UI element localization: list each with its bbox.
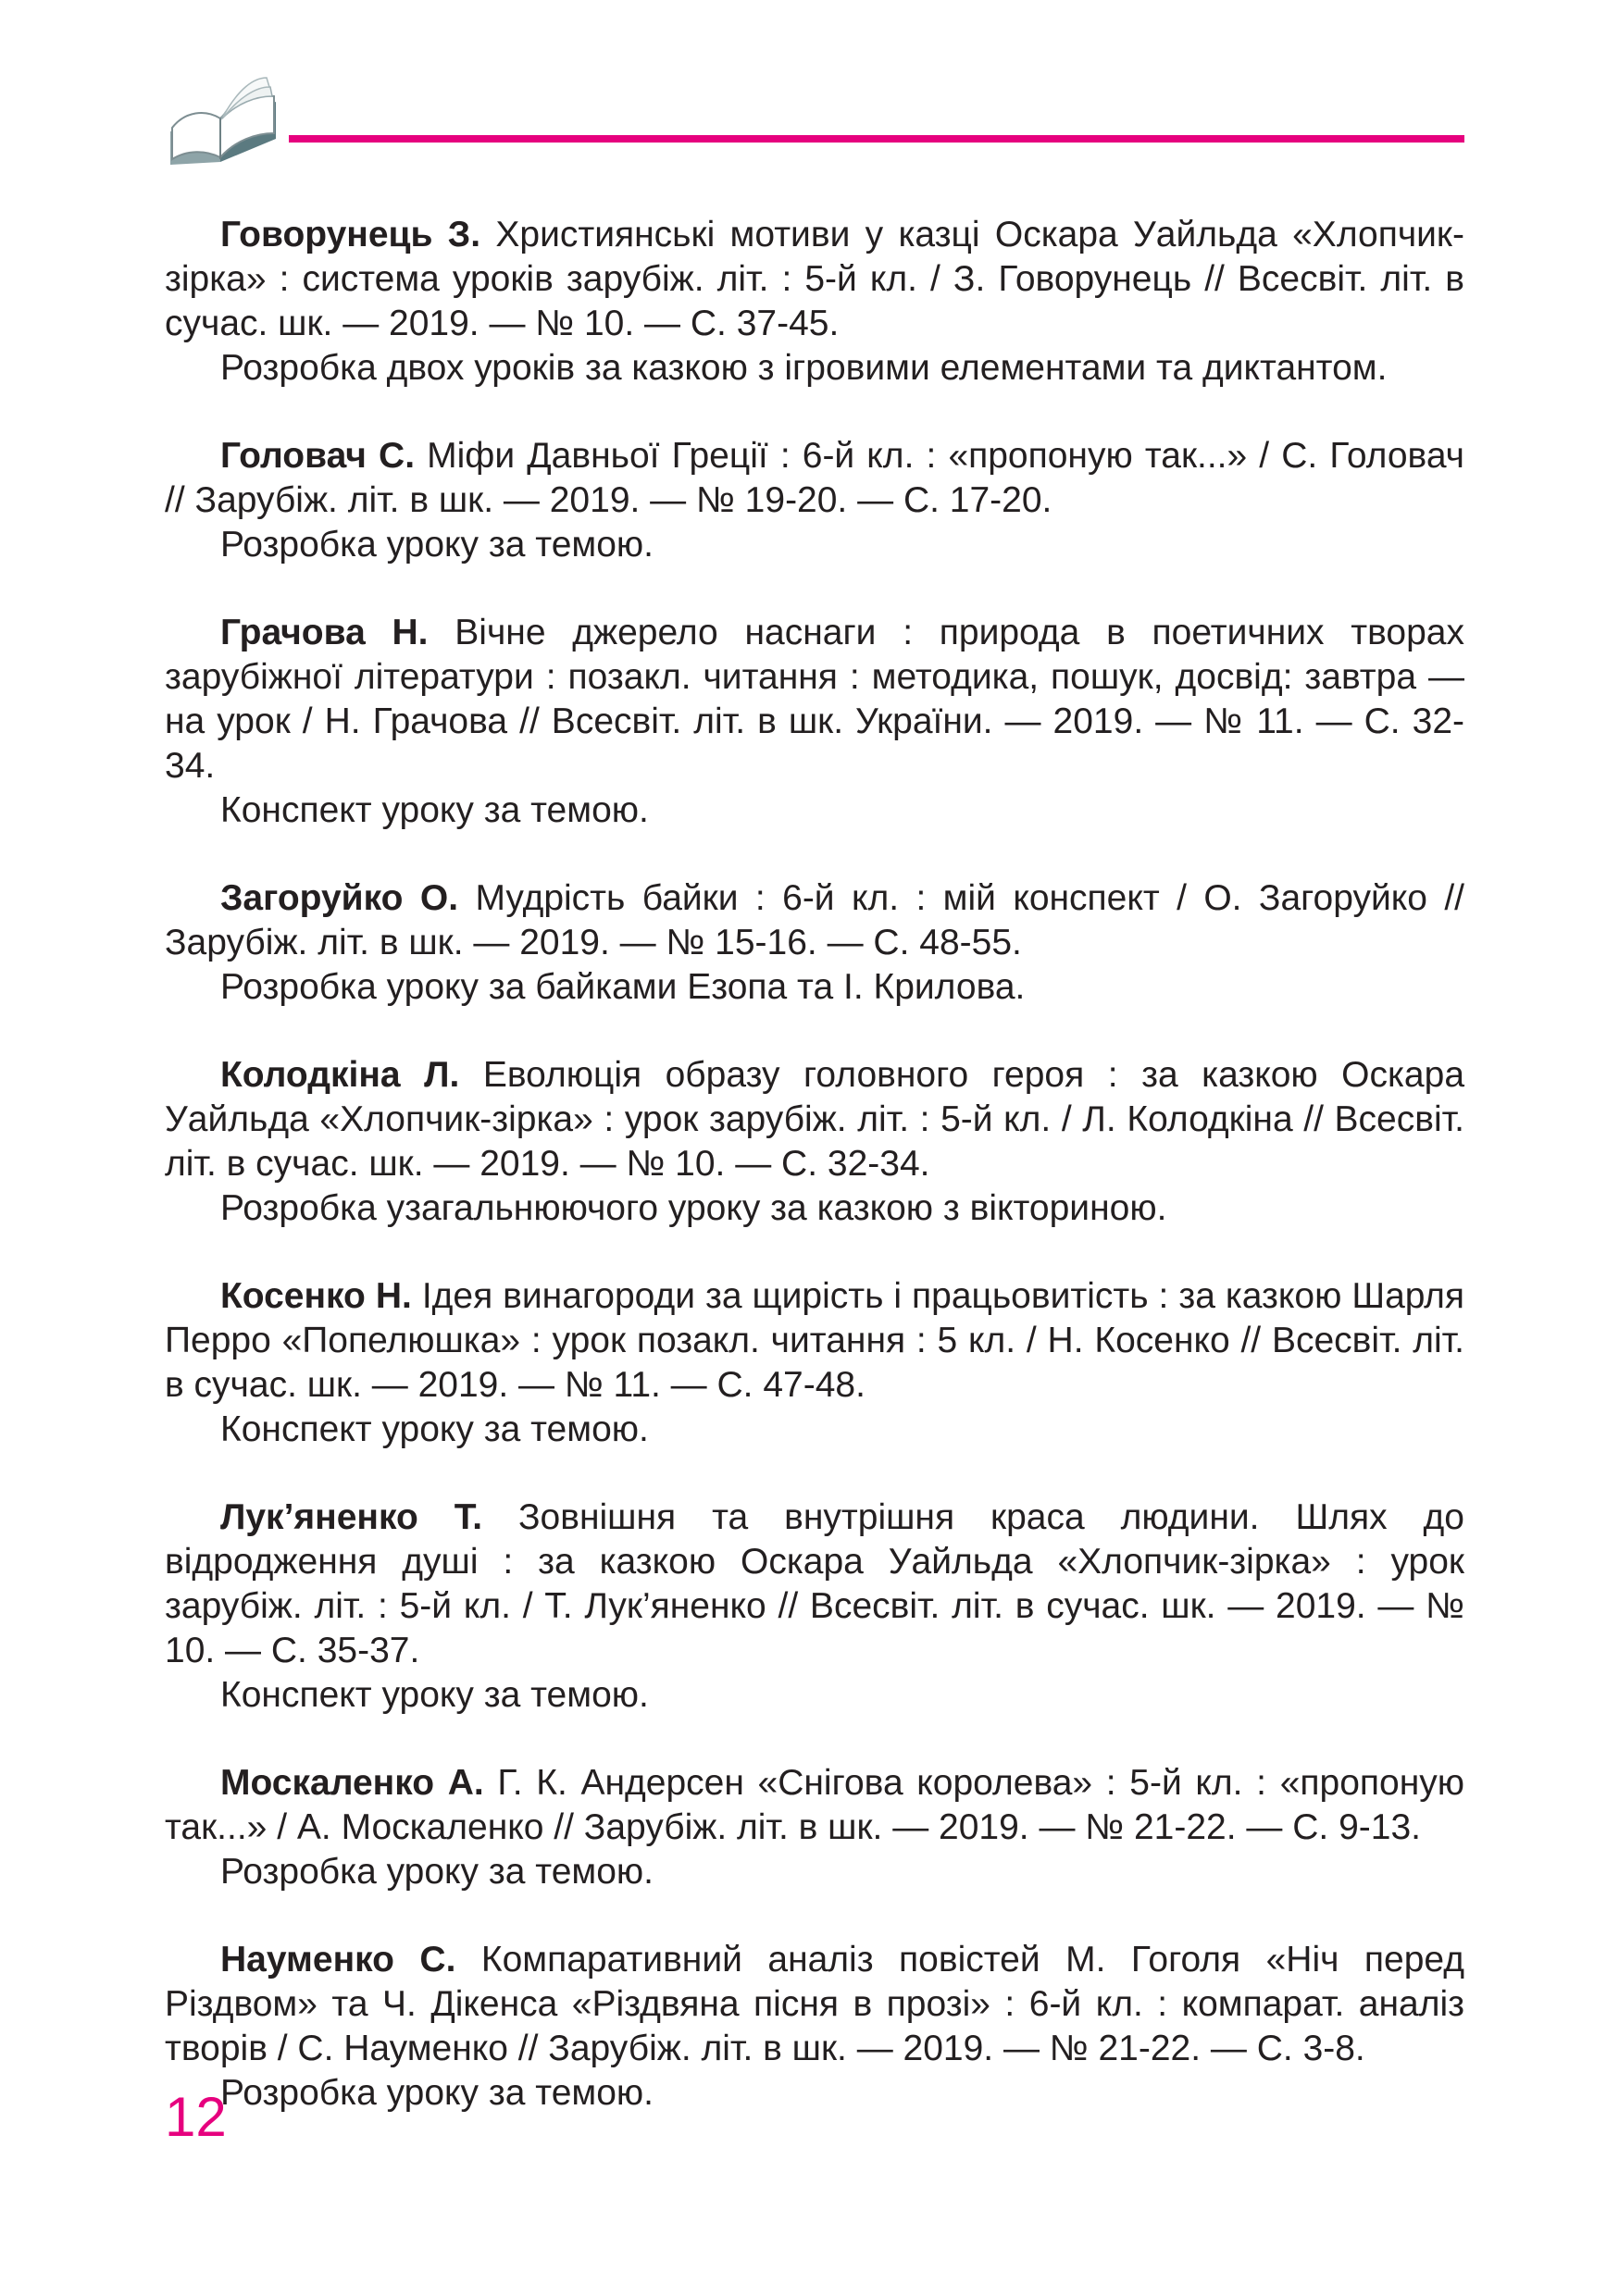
entry-citation: Міфи Давньої Греції : 6-й кл. : «пропоную так...» / С. Головач // Зарубіж. літ. в шк. — 2019. — № 19-20. — С. 17-20.	[165, 436, 1464, 520]
entry-author: Косенко Н.	[220, 1276, 412, 1316]
bibliography-entry	[165, 1761, 1464, 1894]
bibliography-entry	[165, 213, 1464, 391]
bibliography-entry	[165, 434, 1464, 567]
entry-author: Загоруйко О.	[220, 878, 459, 918]
entry-citation: Г. К. Андерсен «Снігова королева» : 5-й кл. : «пропоную так...» / А. Москаленко // Зарубіж. літ. в шк. — 2019. — № 21-22. — С. 9-13.	[165, 1763, 1464, 1847]
entry-citation: Ідея винагороди за щирість і працьовитість : за казкою Шарля Перро «Попелюшка» : урок позакл. читання : 5 кл. / Н. Косенко // Всесвіт. літ. в сучас. шк. — 2019. — № 11. — С. 47-48.	[165, 1276, 1464, 1405]
entry-citation: Вічне джерело наснаги : природа в поетичних творах зарубіжної літератури : позакл. читання : методика, пошук, досвід: завтра — на урок / Н. Грачова // Всесвіт. літ. в шк. України. — 2019. — № 11. — С. 32-34.	[165, 613, 1464, 786]
entry-annotation: Розробка уроку за байками Езопа та І. Крилова.	[220, 967, 1026, 1007]
entry-author: Лук’яненко Т.	[220, 1497, 483, 1537]
entry-annotation: Розробка уроку за темою.	[220, 525, 654, 565]
bibliography-entry	[165, 611, 1464, 833]
entry-annotation: Конспект уроку за темою.	[220, 1409, 649, 1449]
entry-author: Головач С.	[220, 436, 416, 476]
entry-author: Науменко С.	[220, 1940, 456, 1980]
entry-citation: Компаративний аналіз повістей М. Гоголя «Ніч перед Різдвом» та Ч. Дікенса «Різдвяна пісня в прозі» : 6-й кл. : компарат. аналіз творів / С. Науменко // Зарубіж. літ. в шк. — 2019. — № 21-22. — С. 3-8.	[165, 1940, 1465, 2068]
entry-annotation: Розробка уроку за темою.	[220, 2073, 654, 2113]
bibliography-entry	[165, 1496, 1464, 1718]
bibliography-entry	[165, 1053, 1464, 1231]
entry-annotation: Розробка двох уроків за казкою з ігровими елементами та диктантом.	[220, 348, 1388, 388]
bibliography-list	[165, 213, 1464, 2159]
entry-annotation: Розробка узагальнюючого уроку за казкою з вікториною.	[220, 1188, 1167, 1228]
entry-author: Грачова Н.	[220, 613, 429, 652]
entry-citation: Еволюція образу головного героя : за казкою Оскара Уайльда «Хлопчик-зірка» : урок зарубіж. літ. : 5-й кл. / Л. Колодкіна // Всесвіт. літ. в сучас. шк. — 2019. — № 10. — С. 32-34.	[165, 1055, 1465, 1184]
entry-citation: Християнські мотиви у казці Оскара Уайльда «Хлопчик-зірка» : система уроків зарубіж. літ. : 5-й кл. / З. Говорунець // Всесвіт. літ. в сучас. шк. — 2019. — № 10. — С. 37-45.	[165, 215, 1464, 343]
bibliography-entry	[165, 876, 1464, 1010]
header-rule	[289, 135, 1464, 143]
entry-annotation: Розробка уроку за темою.	[220, 1852, 654, 1892]
entry-author: Москаленко А.	[220, 1763, 484, 1803]
entry-author: Колодкіна Л.	[220, 1055, 460, 1095]
entry-annotation: Конспект уроку за темою.	[220, 790, 649, 830]
open-book-icon	[165, 74, 285, 167]
page-number: 12	[165, 2086, 227, 2148]
entry-citation: Мудрість байки : 6-й кл. : мій конспект / О. Загоруйко // Зарубіж. літ. в шк. — 2019. — № 15-16. — С. 48-55.	[165, 878, 1464, 962]
entry-citation: Зовнішня та внутрішня краса людини. Шлях до відродження душі : за казкою Оскара Уайльда «Хлопчик-зірка» : урок зарубіж. літ. : 5-й кл. / Т. Лук’яненко // Всесвіт. літ. в сучас. шк. — 2019. — № 10. — С. 35-37.	[165, 1497, 1464, 1670]
entry-author: Говорунець З.	[220, 215, 481, 254]
entry-annotation: Конспект уроку за темою.	[220, 1675, 649, 1715]
bibliography-entry	[165, 1274, 1464, 1452]
bibliography-entry	[165, 1938, 1464, 2116]
